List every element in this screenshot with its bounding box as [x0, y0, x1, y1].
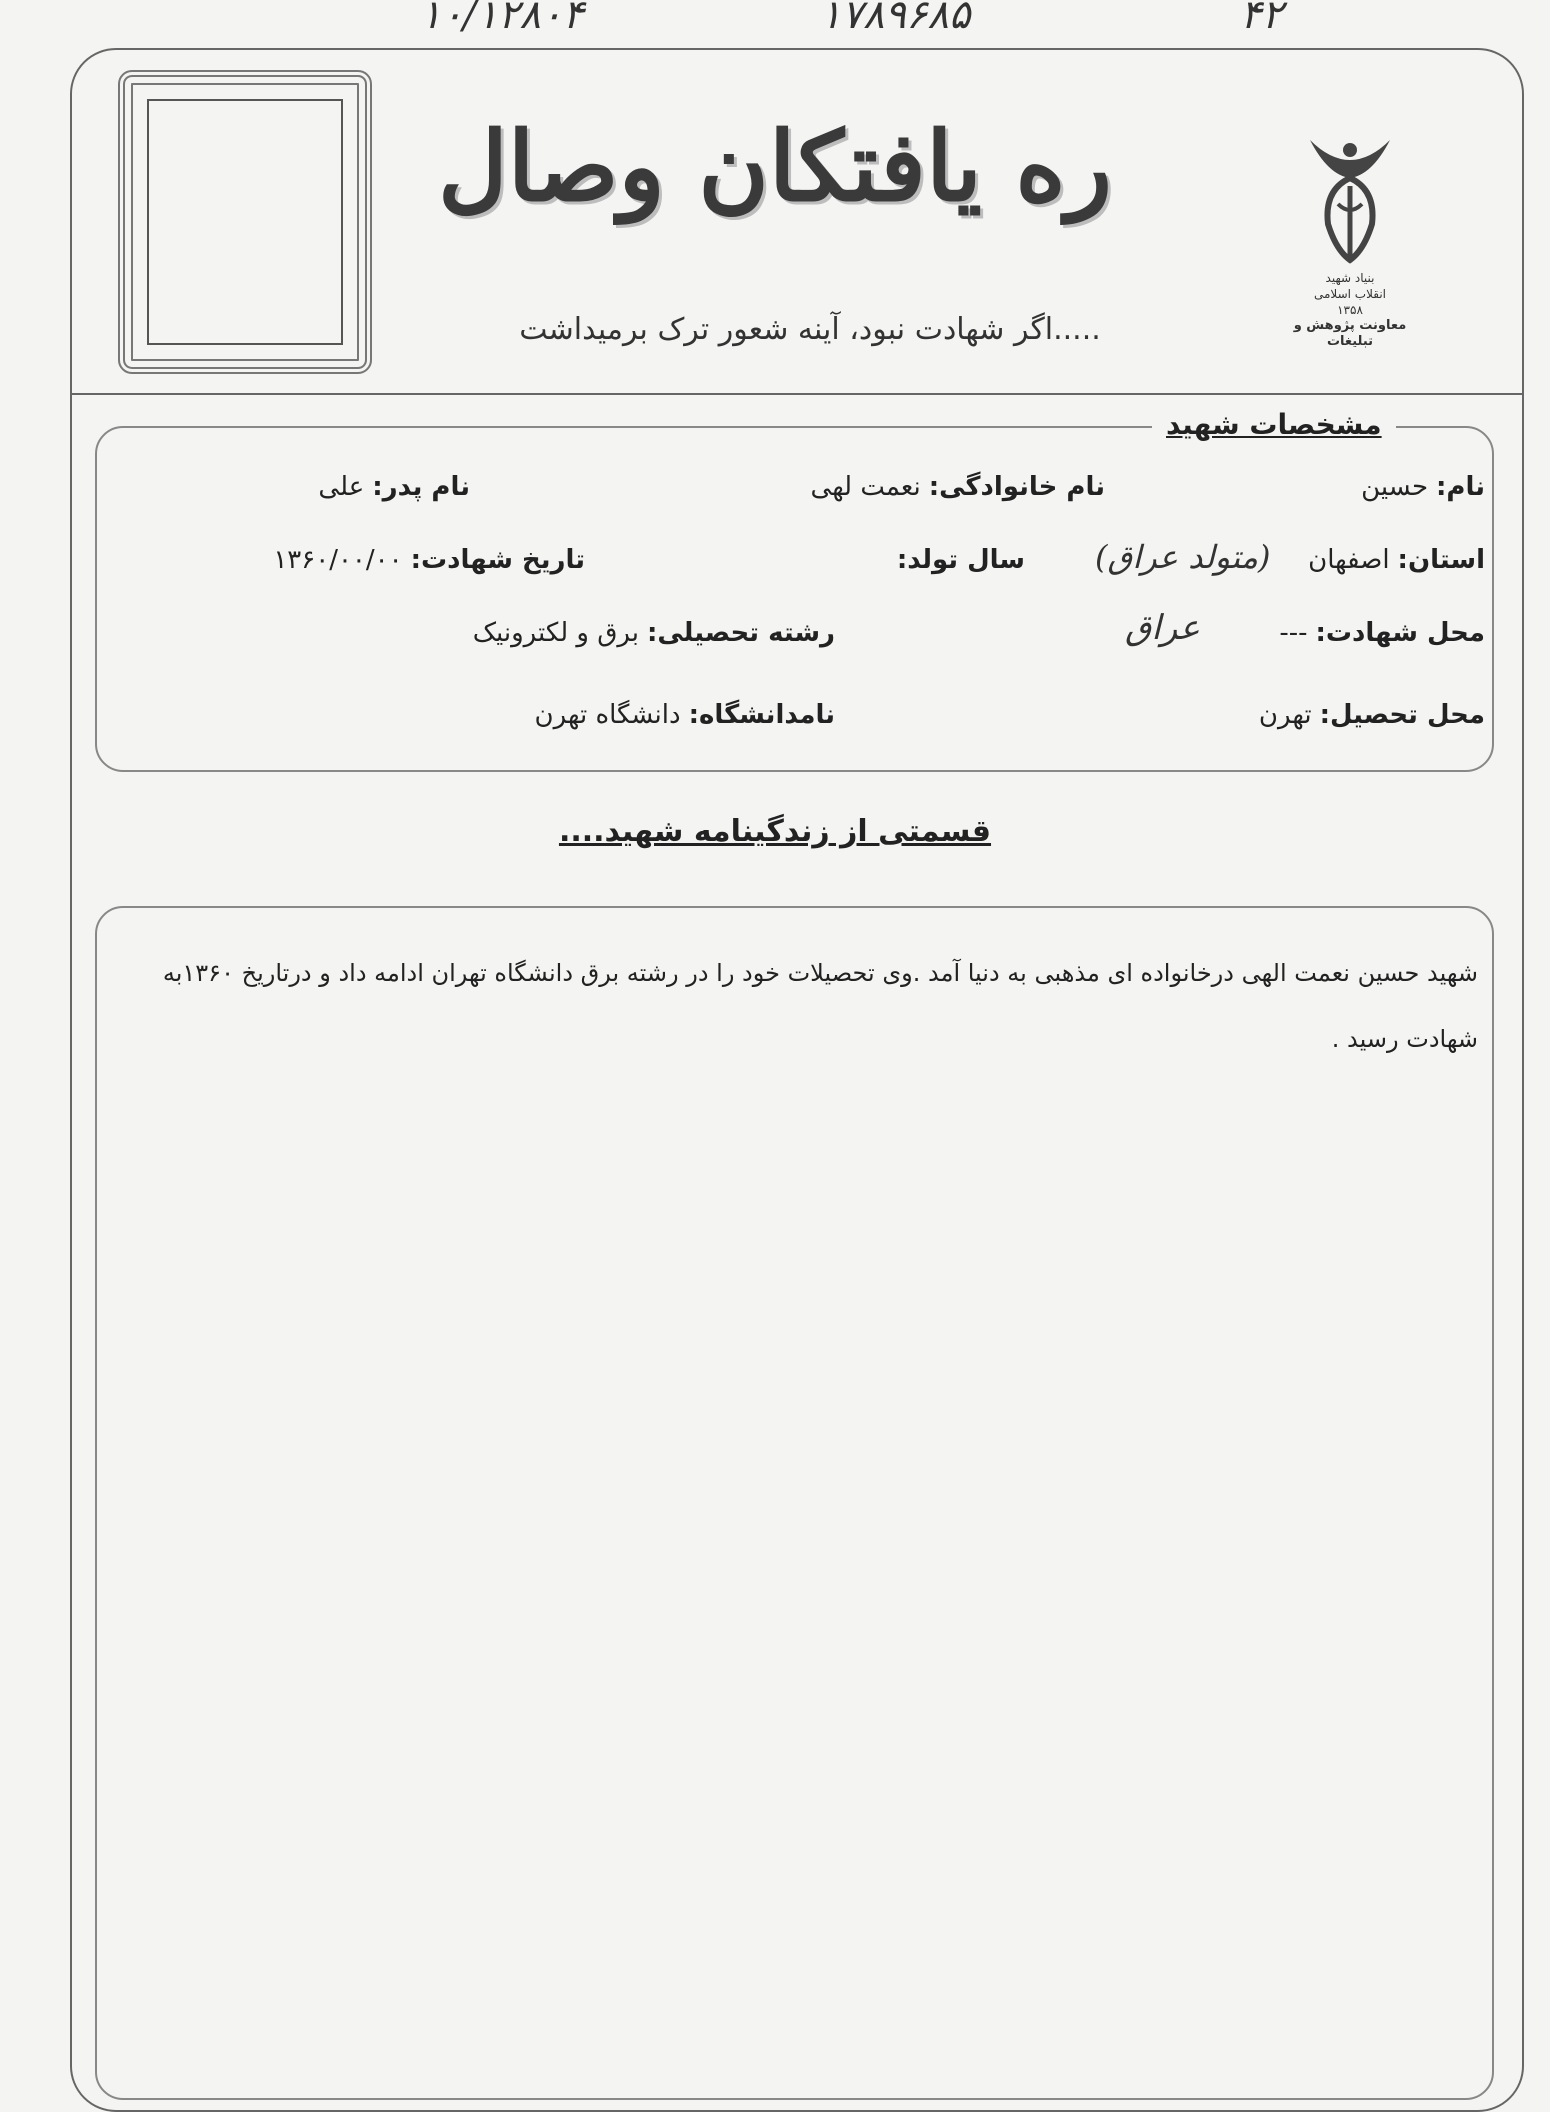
logo-line-1: بنیاد شهید: [1325, 271, 1375, 285]
label-martyrdom-date: تاریخ شهادت:: [410, 545, 585, 575]
slogan: اگر شهادت نبود، آینه شعور ترک برمیداشت.....: [519, 312, 1101, 347]
label-father-name: نام پدر:: [372, 472, 470, 502]
tulip-emblem-icon: [1302, 120, 1398, 270]
label-university: نامدانشگاه:: [688, 700, 835, 730]
label-study-place: محل تحصیل:: [1319, 700, 1485, 730]
field-martyrdom-place: [1279, 618, 1485, 648]
handwritten-number-right: ۴۲: [1240, 0, 1283, 38]
handwritten-number-center: ۱۷۸۹۶۸۵: [820, 0, 971, 38]
value-university: دانشگاه تهرن: [534, 700, 681, 730]
handwritten-martyrdom-place: عراق: [1125, 608, 1200, 648]
label-martyrdom-place: محل شهادت:: [1315, 618, 1485, 648]
value-family-name: نعمت لهی: [810, 472, 921, 502]
field-study-field: [473, 618, 835, 648]
field-name: [1361, 472, 1485, 502]
value-study-field: برق و لکترونیک: [472, 618, 639, 648]
biography-box: [95, 906, 1494, 2100]
logo-year: ۱۳۵۸: [1337, 303, 1363, 317]
label-province: استان:: [1397, 545, 1485, 575]
page-title: ره یافتکان وصال: [438, 110, 1112, 223]
header-divider: [70, 393, 1522, 395]
logo-line-2: انقلاب اسلامی: [1314, 287, 1386, 301]
handwritten-number-left: ۱۰/۱۲۸۰۴: [420, 0, 584, 38]
value-province: اصفهان: [1308, 545, 1390, 575]
label-birth-year: سال تولد:: [896, 545, 1025, 575]
field-birth-year: [889, 545, 1025, 575]
field-father-name: [318, 472, 470, 502]
value-martyrdom-date: ۱۳۶۰/۰۰/۰۰: [273, 545, 403, 575]
label-name: نام:: [1436, 472, 1485, 502]
field-family-name: [811, 472, 1105, 502]
value-martyrdom-place: ---: [1279, 618, 1308, 648]
value-study-place: تهرن: [1258, 700, 1312, 730]
section-heading-info: مشخصات شهید: [1152, 408, 1396, 441]
handwritten-province-note: (متولد عراق): [1095, 538, 1271, 576]
field-university: [535, 700, 835, 730]
organization-logo: [1275, 120, 1425, 350]
label-family-name: نام خانوادگی:: [928, 472, 1105, 502]
value-father-name: علی: [318, 472, 365, 502]
field-province: [1308, 545, 1485, 575]
logo-organization: معاونت پژوهش و تبلیغات: [1293, 318, 1407, 349]
biography-text: شهید حسین نعمت الهی درخانواده ای مذهبی به دنیا آمد .وی تحصیلات خود را در رشته برق دانشگاه تهران ادامه داد و درتاریخ ۱۳۶۰به شهادت رسید .: [162, 959, 1478, 1053]
biography-heading: قسمتی از زندگینامه شهید....: [558, 814, 992, 849]
label-study-field: رشته تحصیلی:: [646, 618, 835, 648]
field-study-place: [1259, 700, 1485, 730]
value-name: حسین: [1361, 472, 1429, 502]
field-martyrdom-date: [273, 545, 585, 575]
